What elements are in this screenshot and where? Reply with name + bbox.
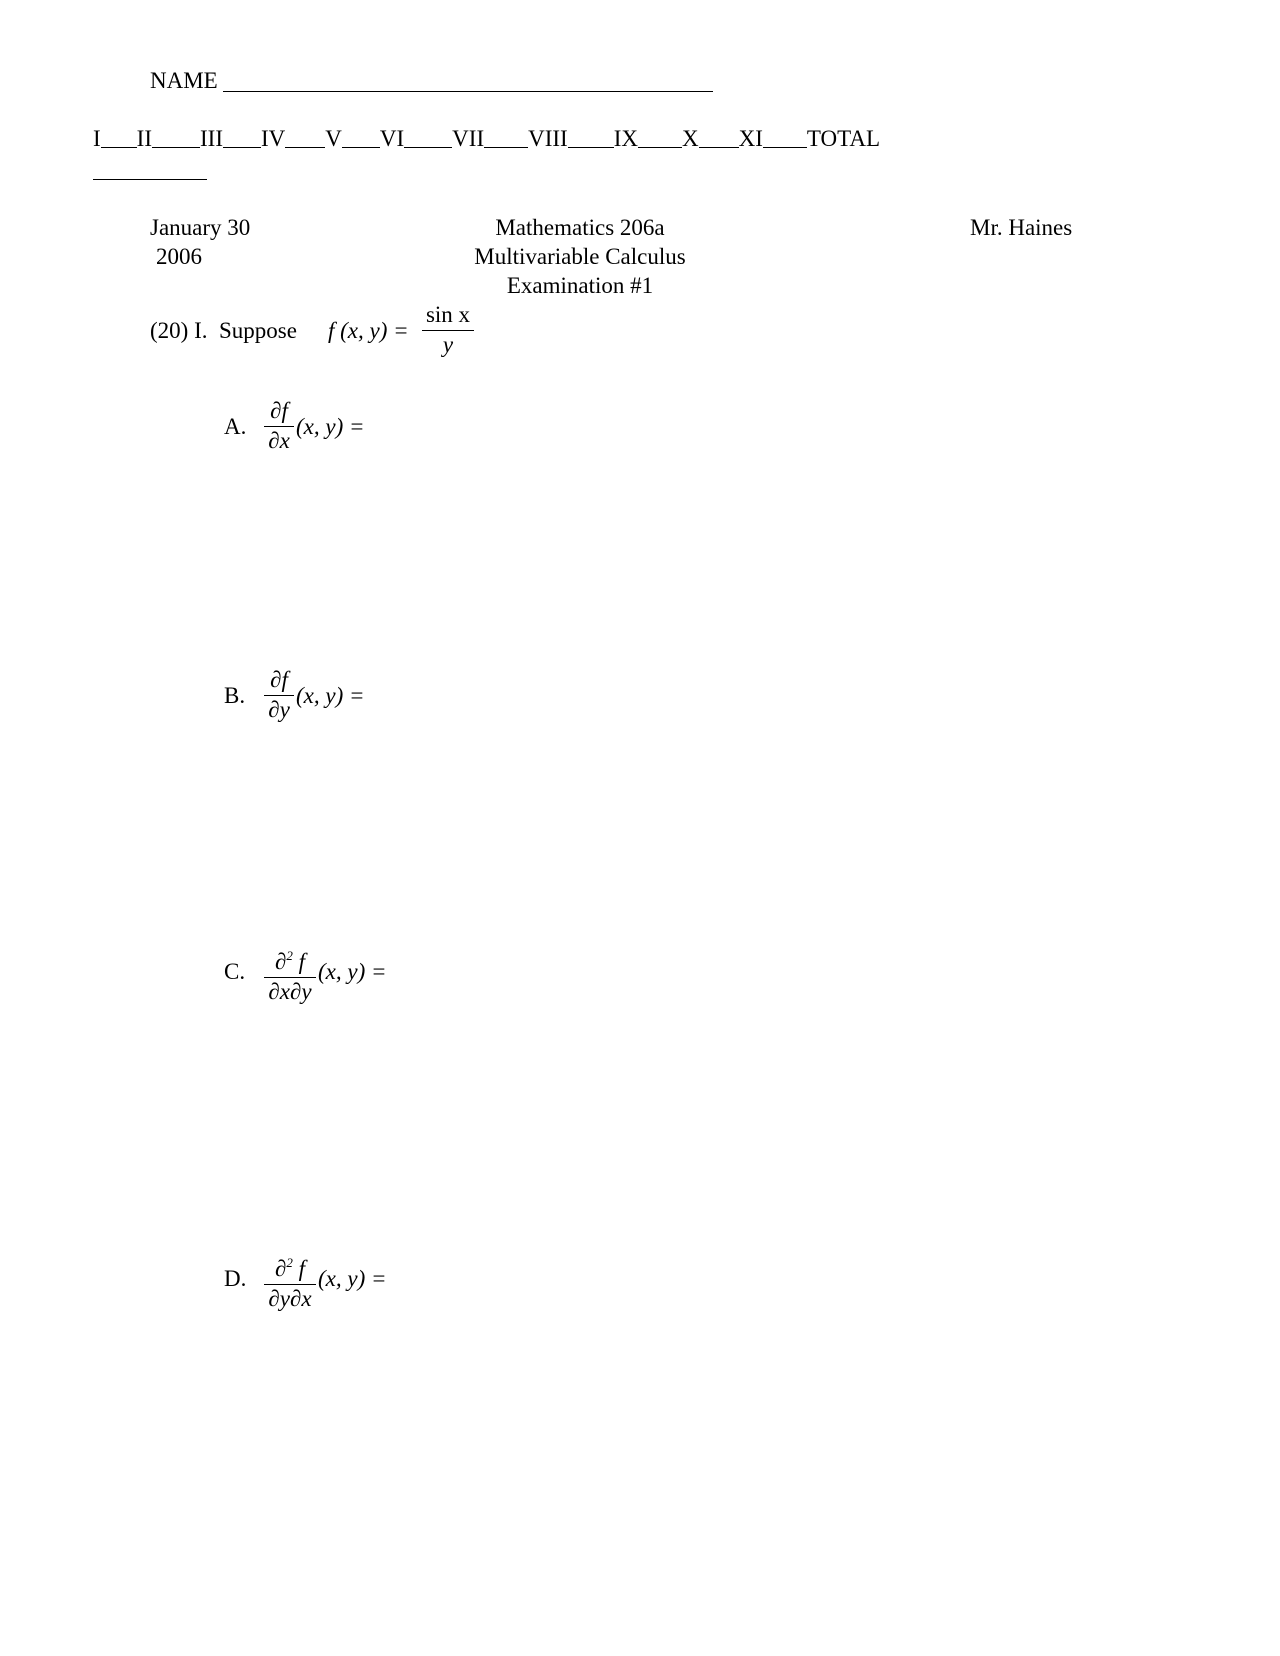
part-c-label: C. (224, 959, 246, 984)
score-label-ix: IX (613, 126, 638, 151)
score-label-iii: III (200, 126, 223, 151)
score-blank-ix[interactable] (638, 147, 682, 148)
part-b-denominator: ∂y (268, 697, 290, 722)
score-blank-i[interactable] (101, 147, 137, 148)
function-fraction (422, 302, 474, 358)
score-label-vii: VII (452, 126, 485, 151)
score-label-i: I (93, 126, 101, 151)
part-a-label: A. (224, 414, 247, 439)
score-blank-ii[interactable] (152, 147, 200, 148)
part-d-derivative (264, 1250, 316, 1312)
fraction-bar (264, 977, 316, 978)
part-d-numerator: ∂$^2$ f (274, 1255, 305, 1281)
part-a-args: (x, y) = (296, 414, 365, 439)
function-lhs: f (x, y) = (328, 318, 409, 343)
question-1-heading (150, 317, 297, 345)
part-a-denominator: ∂x (268, 428, 290, 453)
score-blank-vii[interactable] (484, 147, 528, 148)
fraction-bar (422, 330, 474, 331)
score-blank-x[interactable] (699, 147, 739, 148)
score-label-total: TOTAL (806, 126, 881, 151)
score-label-vi: VI (379, 126, 405, 151)
part-b-numerator: ∂f (270, 667, 288, 692)
part-a-numerator: ∂f (270, 398, 288, 423)
part-c-numerator: ∂$^2$ f (274, 948, 305, 974)
score-blank-iv[interactable] (285, 147, 325, 148)
name-label: NAME (150, 68, 218, 93)
function-denominator: y (442, 332, 454, 357)
part-d-args: (x, y) = (318, 1266, 387, 1291)
exam-title: Examination #1 (506, 273, 654, 298)
score-blank-total[interactable] (93, 179, 207, 180)
part-b-derivative (264, 667, 294, 723)
score-label-x: X (681, 126, 699, 151)
fraction-bar (264, 695, 294, 696)
score-blank-viii[interactable] (568, 147, 614, 148)
question-1-number: I. (194, 318, 208, 343)
score-label-v: V (325, 126, 342, 151)
exam-date-month: January 30 (150, 215, 251, 240)
part-d-denominator: ∂y∂x (268, 1286, 312, 1311)
name-field-line[interactable] (223, 91, 713, 92)
question-1-intro: Suppose (219, 318, 297, 343)
score-label-ii: II (136, 126, 152, 151)
part-b-label: B. (224, 683, 246, 708)
fraction-bar (264, 426, 294, 427)
score-blank-vi[interactable] (404, 147, 452, 148)
part-a-derivative (264, 398, 294, 454)
instructor-name: Mr. Haines (970, 215, 1073, 240)
course-subject: Multivariable Calculus (474, 244, 686, 269)
fraction-bar (264, 1284, 316, 1285)
score-row (93, 125, 880, 153)
part-c-derivative (264, 943, 316, 1005)
function-numerator: sin x (425, 302, 471, 327)
question-1-points: (20) (150, 318, 189, 343)
course-title: Mathematics 206a (495, 215, 665, 240)
score-blank-xi[interactable] (763, 147, 807, 148)
score-blank-v[interactable] (342, 147, 380, 148)
score-label-xi: XI (738, 126, 763, 151)
part-b-args: (x, y) = (296, 683, 365, 708)
exam-date-year: 2006 (156, 244, 202, 269)
score-blank-iii[interactable] (223, 147, 261, 148)
score-label-viii: VIII (528, 126, 568, 151)
part-d-label: D. (224, 1266, 247, 1291)
score-label-iv: IV (260, 126, 286, 151)
part-c-args: (x, y) = (318, 959, 387, 984)
part-c-denominator: ∂x∂y (268, 979, 312, 1004)
